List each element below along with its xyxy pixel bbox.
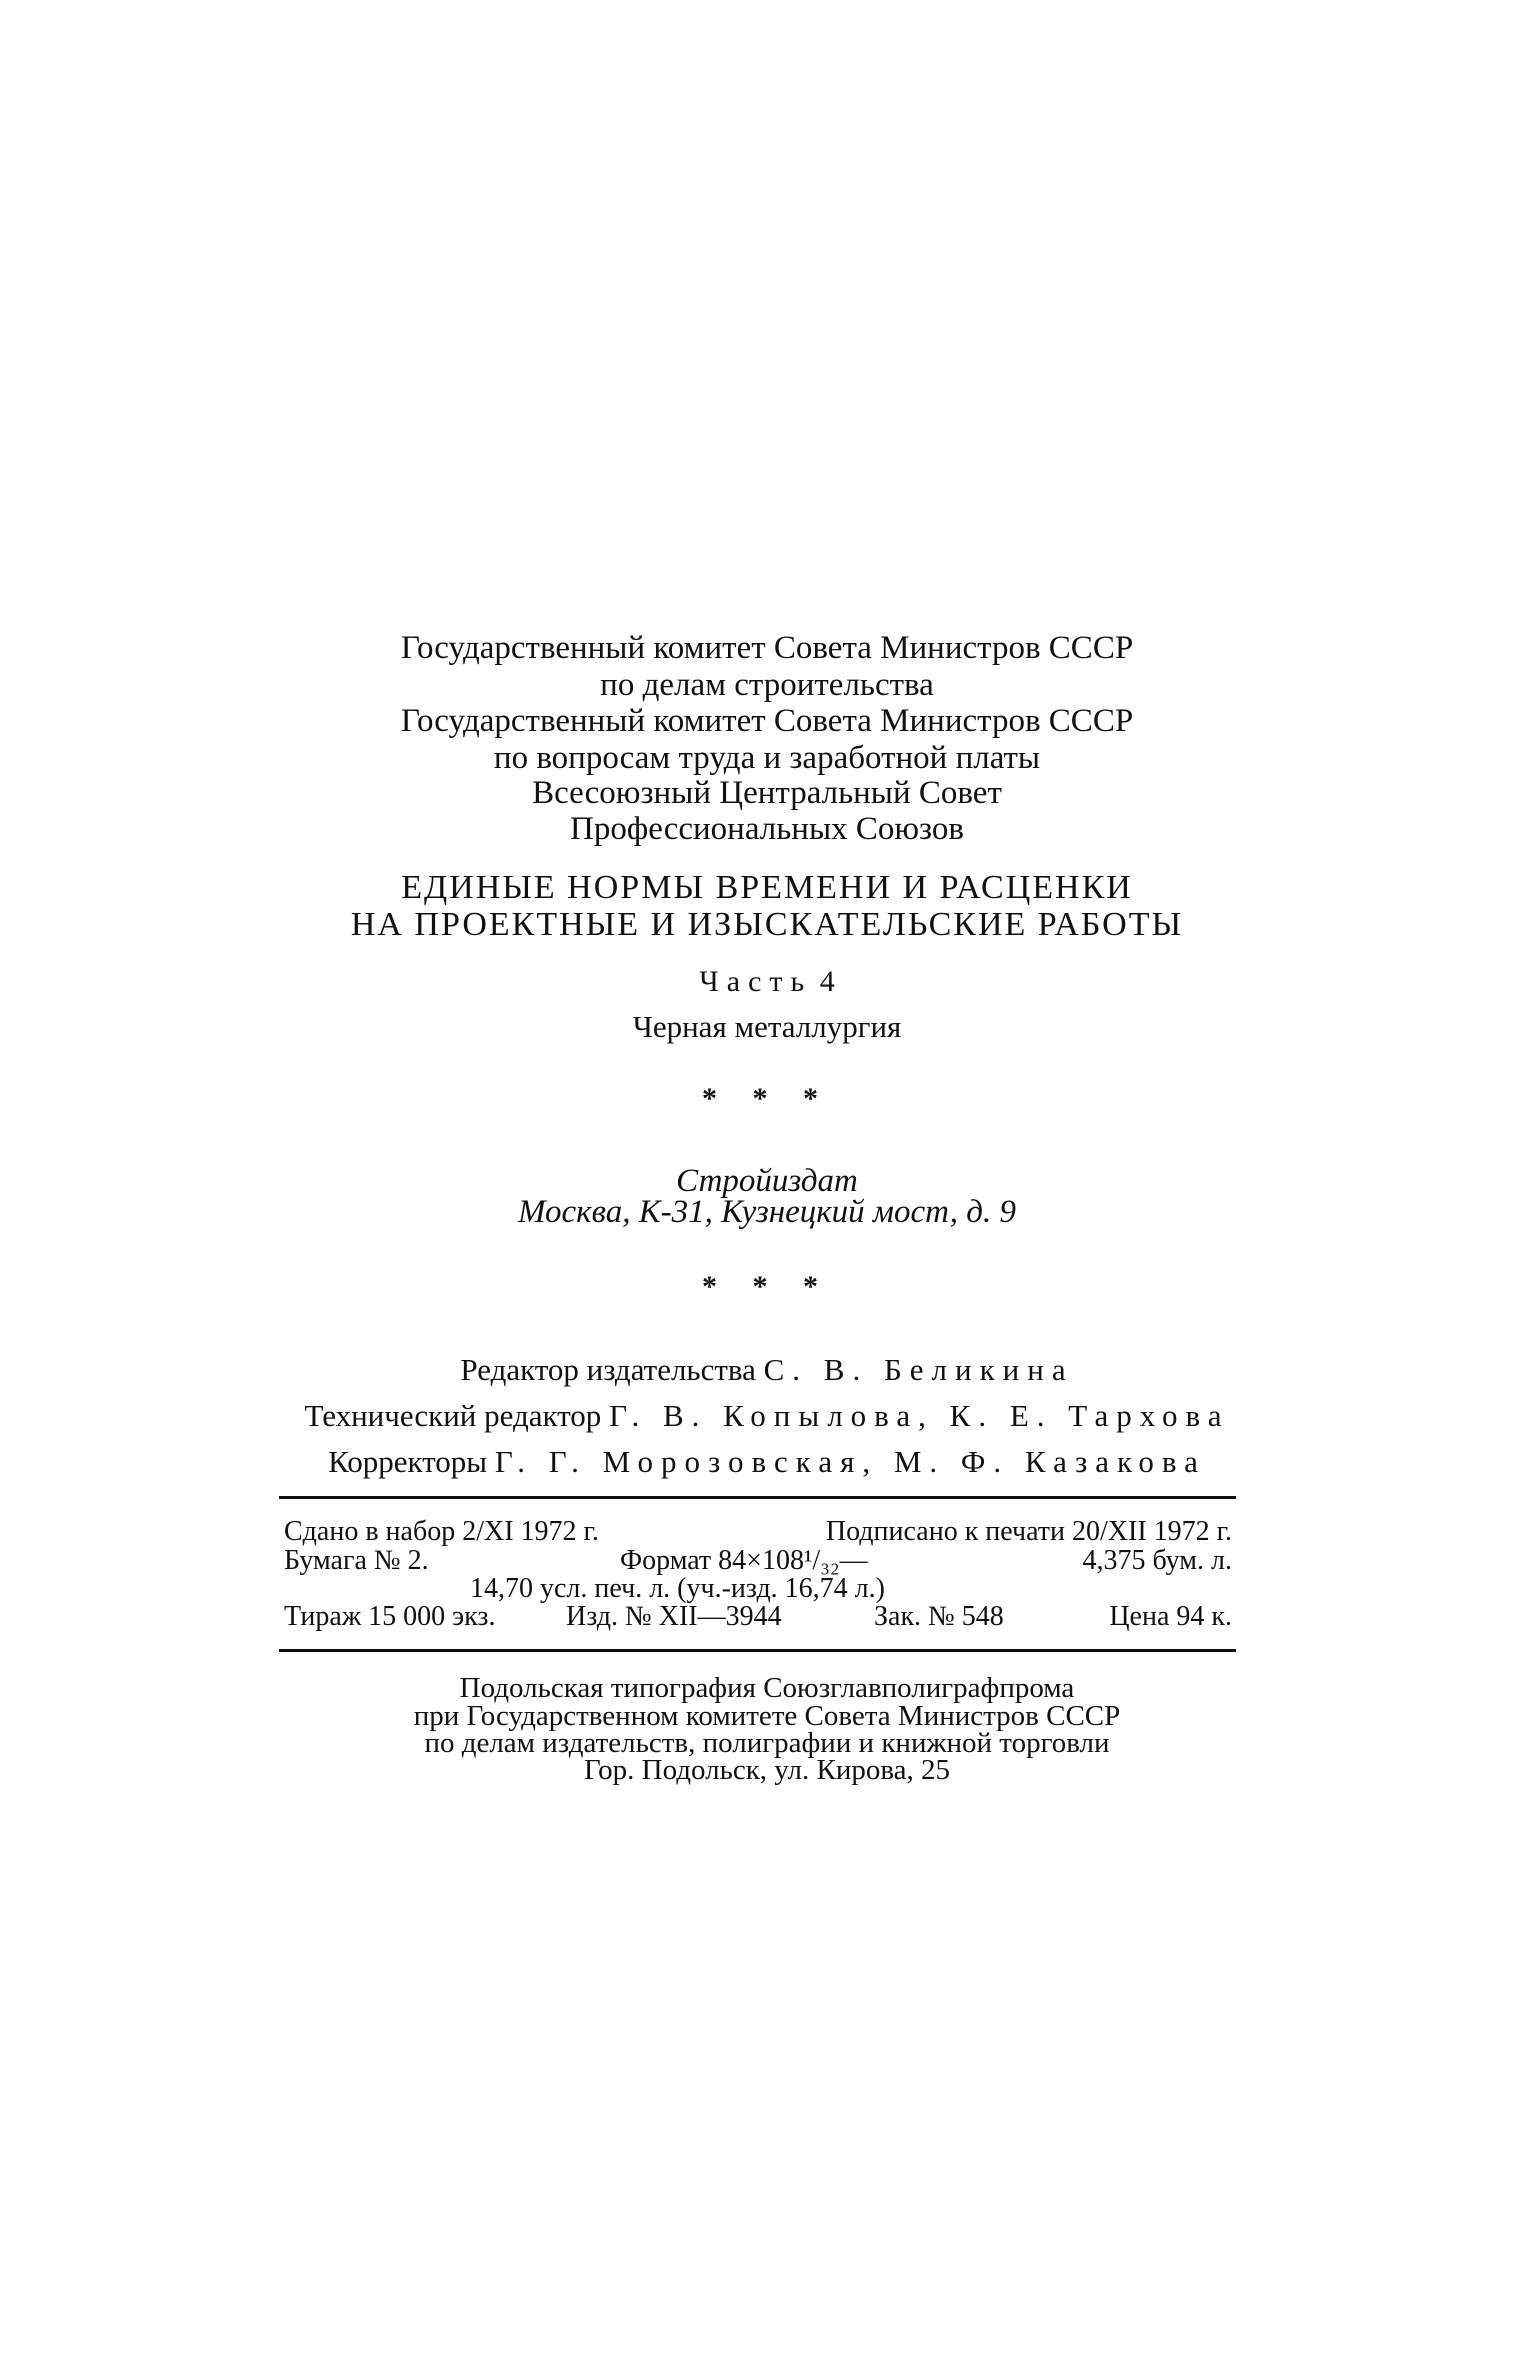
part-number: 4 — [819, 965, 835, 998]
title-line-1: ЕДИНЫЕ НОРМЫ ВРЕМЕНИ И РАСЦЕНКИ — [401, 869, 1133, 906]
org-line-3: Государственный комитет Совета Министров СССР — [400, 703, 1134, 739]
credit-correctors-role: Корректоры — [328, 1444, 488, 1479]
credit-tech-editor — [0, 1398, 1534, 1434]
printer-line-3: по делам издательств, полиграфии и книжной торговли — [424, 1727, 1110, 1759]
credit-correctors-names: Г. Г. Морозовская, М. Ф. Казакова — [494, 1444, 1206, 1479]
separator-1: * * * — [702, 1082, 832, 1115]
imprint-order: Зак. № 548 — [874, 1601, 1004, 1632]
imprint-typeset: Сдано в набор 2/XI 1972 г. — [284, 1516, 599, 1547]
imprint-format: Формат 84×108¹/₃₂— — [620, 1545, 868, 1576]
org-line-1: Государственный комитет Совета Министров СССР — [400, 630, 1134, 666]
part-heading — [0, 965, 1534, 999]
divider-bottom — [279, 1649, 1236, 1652]
credit-tech-editor-role: Технический редактор — [304, 1398, 602, 1433]
imprint-sheets: 4,375 бум. л. — [1082, 1545, 1232, 1576]
divider-top — [279, 1496, 1236, 1499]
title-line-2: НА ПРОЕКТНЫЕ И ИЗЫСКАТЕЛЬСКИЕ РАБОТЫ — [350, 906, 1184, 943]
credit-editor-role: Редактор издательства — [460, 1352, 756, 1387]
org-line-6: Профессиональных Союзов — [570, 811, 964, 847]
part-label: Часть — [699, 965, 813, 998]
printer-line-2: при Государственном комитете Совета Министров СССР — [413, 1700, 1121, 1732]
printer-line-4: Гор. Подольск, ул. Кирова, 25 — [583, 1754, 951, 1786]
imprint-pub-no: Изд. № XII—3944 — [566, 1601, 782, 1632]
imprint-signed: Подписано к печати 20/XII 1972 г. — [825, 1516, 1232, 1547]
publisher-name: Стройиздат — [676, 1163, 858, 1199]
org-line-4: по вопросам труда и заработной платы — [493, 740, 1041, 776]
credit-tech-editor-names: Г. В. Копылова, К. Е. Тархова — [609, 1398, 1230, 1433]
credit-editor — [0, 1352, 1534, 1388]
imprint-price: Цена 94 к. — [1109, 1601, 1232, 1632]
imprint-run: Тираж 15 000 экз. — [284, 1601, 496, 1632]
org-line-5: Всесоюзный Центральный Совет — [532, 775, 1002, 811]
publisher-address: Москва, К-31, Кузнецкий мост, д. 9 — [518, 1194, 1016, 1230]
credit-editor-names: С. В. Беликина — [763, 1352, 1074, 1387]
credit-correctors — [0, 1444, 1534, 1480]
printer-line-1: Подольская типография Союзглавполиграфпрома — [459, 1672, 1075, 1704]
separator-2: * * * — [702, 1270, 832, 1303]
part-subject: Черная металлургия — [632, 1009, 902, 1044]
imprint-paper: Бумага № 2. — [284, 1545, 429, 1576]
org-line-2: по делам строительства — [600, 667, 934, 703]
imprint-conv: 14,70 усл. печ. л. (уч.-изд. 16,74 л.) — [470, 1573, 885, 1604]
